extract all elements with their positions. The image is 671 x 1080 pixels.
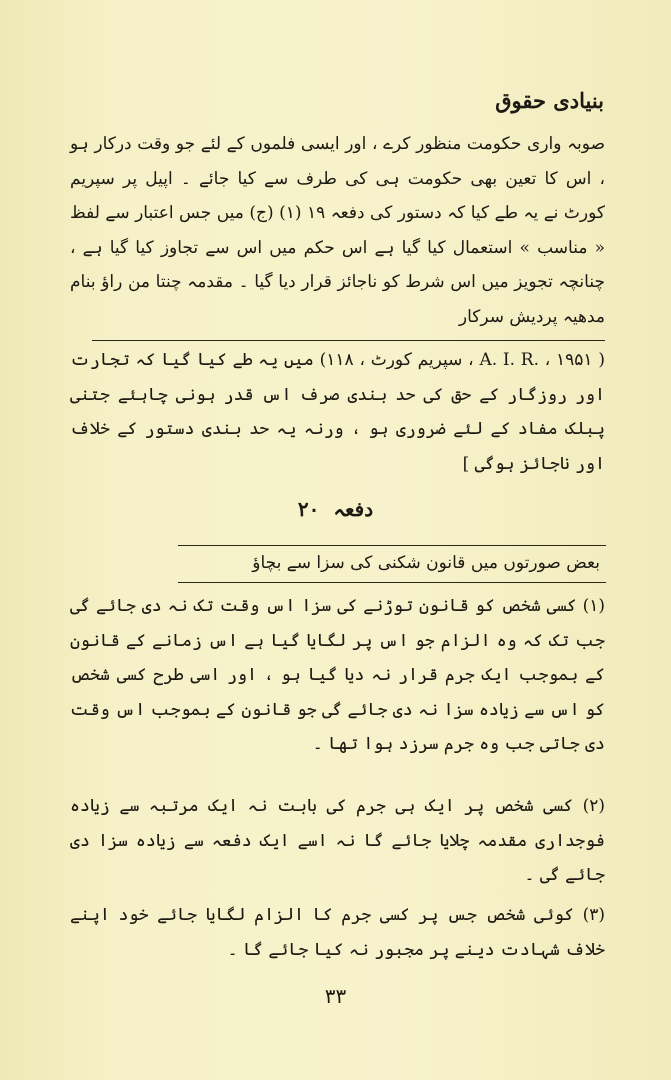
paragraph-2: ( A. I. R. ، ۱۹۵۱ ، سپریم کورٹ ، ۱۱۸) میں یہ طے کیا گیا کہ تجارت اور روزگار کے حق کی حد بندی صرف اس قدر ہونی چاہئے جتنی پبلک مفاد کے لئے ضروری ہو ، ورنہ یہ حد بندی دستور کے خلاف اور ناجائز ہوگی ] (70, 350, 605, 474)
divider-rule (92, 340, 605, 341)
paragraph-1: صوبہ واری حکومت منظور کرے ، اور ایسی فلموں کے لئے جو وقت درکار ہو ، اس کا تعین بھی حکومت ہی کی طرف سے کیا جائے ۔ اپیل پر سپریم کورٹ نے یہ طے کیا کہ دستور کی دفعہ ۱۹ (۱) (ج) میں جس اعتبار سے لفظ « مناسب » استعمال کیا گیا ہے اس حکم میں اس سے تجاوز کیا گیا ہے ، چنانچہ تجویز میں اس شرط کو ناجائز قرار دیا گیا ۔ مقدمہ چنتا من راؤ بنام مدھیہ پردیش سرکار (70, 134, 605, 327)
section-label: دفعہ (333, 497, 374, 521)
section-subtitle: بعض صورتوں میں قانون شکنی کی سزا سے بچاؤ (252, 553, 600, 573)
clause-2: (۲) کسی شخص پر ایک ہی جرم کی بابت نہ ایک مرتبہ سے زیادہ فوجداری مقدمہ چلایا جائے گا نہ اسے ایک دفعہ سے زیادہ سزا دی جائے گی ۔ (70, 796, 605, 886)
section-subtitle-box (178, 545, 606, 583)
clause-1: (۱) کسی شخص کو قانون توڑنے کی سزا اس وقت تک نہ دی جائے گی جب تک کہ وہ الزام جو اس پر لگایا گیا ہے اس زمانے کے قانون کے بموجب ایک جرم قرار نہ دیا گیا ہو ، اور اسی طرح کسی شخص کو اس سے زیادہ سزا نہ دی جائے گی جو قانون کے بموجب اس وقت دی جاتی جب وہ جرم سرزد ہوا تھا ۔ (70, 596, 605, 755)
clause-3: (۳) کوئی شخص جس پر کسی جرم کا الزام لگایا جائے خود اپنے خلاف شہادت دینے پر مجبور نہ کیا جائے گا ۔ (70, 905, 605, 960)
running-head: بنیادی حقوق (495, 88, 604, 113)
section-number: ۲۰ (297, 497, 320, 521)
section-heading (0, 497, 671, 521)
page-number: ۳۳ (324, 984, 347, 1008)
